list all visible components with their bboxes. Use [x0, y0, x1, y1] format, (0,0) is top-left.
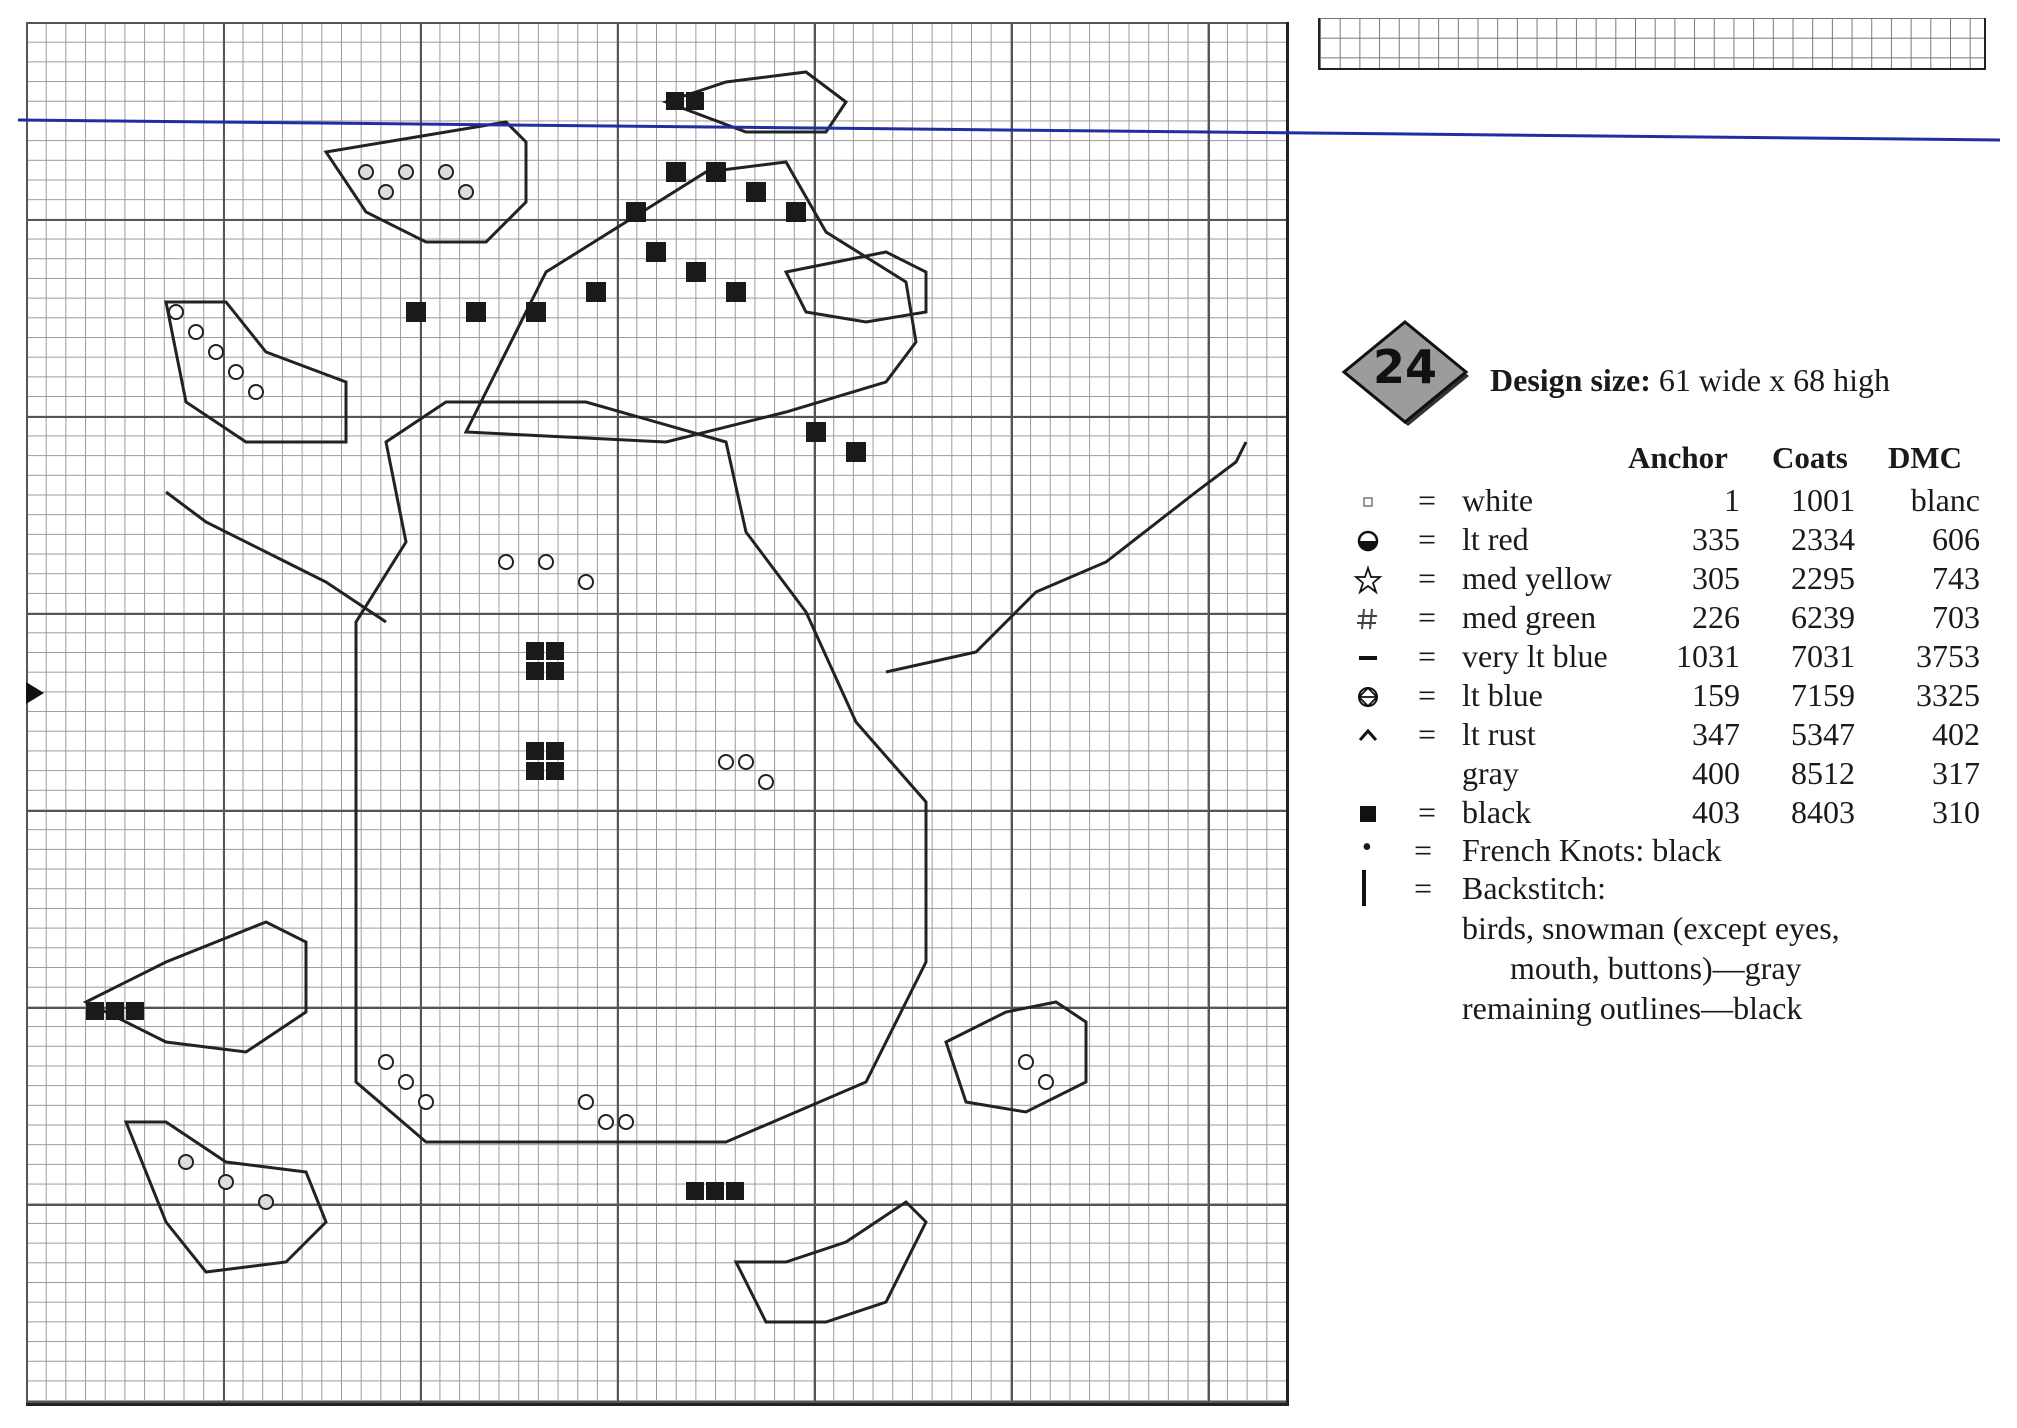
coats-number: 1001: [1791, 482, 1855, 518]
anchor-number: 335: [1692, 521, 1740, 557]
coats-number: 6239: [1791, 599, 1855, 635]
dmc-number: 3325: [1916, 677, 1980, 713]
no-symbol: [1350, 755, 1386, 793]
design-size: [1490, 362, 1890, 399]
anchor-number: 1: [1724, 482, 1740, 518]
dmc-number: 317: [1932, 755, 1980, 791]
backstitch-eq: =: [1414, 870, 1433, 906]
bird-hat-outline: [786, 252, 926, 322]
color-name: black: [1462, 794, 1532, 830]
dmc-number: 310: [1932, 794, 1980, 830]
backstitch-symbol: [1362, 870, 1366, 906]
anchor-number: 347: [1692, 716, 1740, 752]
bird-right-outline: [946, 1002, 1086, 1112]
coats-number: 8512: [1791, 755, 1855, 791]
key-equals: =: [1417, 482, 1437, 518]
cross-stitch-chart-grid: [26, 22, 1289, 1406]
dmc-number: 3753: [1916, 638, 1980, 674]
coats-number: 7031: [1791, 638, 1855, 674]
coats-number: 5347: [1791, 716, 1855, 752]
anchor-number: 403: [1692, 794, 1740, 830]
guide-line: [0, 0, 2017, 160]
half-filled-circle-icon: [1350, 521, 1386, 559]
key-row: [1350, 482, 1990, 520]
backstitch-line-3: remaining outlines—black: [1462, 990, 1803, 1026]
center-marker-arrow: [26, 682, 44, 704]
snowman-outline: [356, 402, 926, 1142]
key-header-anchor: Anchor: [1628, 440, 1728, 475]
color-name: lt blue: [1462, 677, 1543, 713]
key-equals: =: [1417, 560, 1437, 596]
dmc-number: 402: [1932, 716, 1980, 752]
filled-square-icon: [1350, 794, 1386, 832]
dmc-number: 743: [1932, 560, 1980, 596]
star-icon: [1350, 560, 1386, 598]
left-arm-outline: [166, 492, 386, 622]
key-equals: =: [1417, 521, 1437, 557]
bird-left-outline: [166, 302, 346, 442]
dmc-number: 703: [1932, 599, 1980, 635]
anchor-number: 1031: [1676, 638, 1740, 674]
diamond-circle-icon: [1350, 677, 1386, 715]
coats-number: 8403: [1791, 794, 1855, 830]
design-size-label: Design size:: [1490, 362, 1651, 398]
color-name: gray: [1462, 755, 1519, 791]
key-header-coats: Coats: [1772, 440, 1848, 475]
key-equals: =: [1417, 638, 1437, 674]
backstitch-label: Backstitch:: [1462, 870, 1606, 906]
coats-number: 2334: [1791, 521, 1855, 557]
snowman-motif: [26, 22, 1286, 1403]
coats-number: 2295: [1791, 560, 1855, 596]
anchor-number: 305: [1692, 560, 1740, 596]
key-equals: =: [1417, 599, 1437, 635]
color-name: lt rust: [1462, 716, 1536, 752]
anchor-number: 159: [1692, 677, 1740, 713]
color-name: very lt blue: [1462, 638, 1608, 674]
color-name: white: [1462, 482, 1534, 518]
key-header-dmc: DMC: [1888, 440, 1963, 475]
coats-number: 7159: [1791, 677, 1855, 713]
color-name: med yellow: [1462, 560, 1613, 596]
anchor-number: 226: [1692, 599, 1740, 635]
color-name: med green: [1462, 599, 1597, 635]
chart-number: 24: [1372, 340, 1437, 394]
bird-bottom-outline: [736, 1202, 926, 1322]
french-knots-text: French Knots: black: [1462, 832, 1722, 868]
dmc-number: blanc: [1910, 482, 1980, 518]
key-row: [1350, 638, 1990, 676]
bird-lowerleft-outline: [86, 922, 306, 1052]
dmc-number: 606: [1932, 521, 1980, 557]
french-knots-eq: =: [1414, 832, 1433, 868]
bird-bottomleft-outline: [126, 1122, 326, 1272]
key-row: [1350, 755, 1990, 793]
anchor-number: 400: [1692, 755, 1740, 791]
key-equals: =: [1417, 794, 1437, 830]
french-knots-symbol: •: [1362, 832, 1372, 863]
backstitch-line-1: birds, snowman (except eyes,: [1462, 910, 1840, 946]
key-row: [1350, 521, 1990, 559]
key-equals: =: [1417, 716, 1437, 752]
color-name: lt red: [1462, 521, 1529, 557]
caret-icon: [1350, 716, 1386, 754]
key-row: [1350, 599, 1990, 637]
key-row: [1350, 716, 1990, 754]
key-equals: =: [1417, 677, 1437, 713]
hash-icon: [1350, 599, 1386, 637]
right-arm-outline: [886, 442, 1246, 672]
key-row: [1350, 677, 1990, 715]
white-square-icon: [1350, 482, 1386, 520]
key-row: [1350, 560, 1990, 598]
backstitch-line-2: mouth, buttons)—gray: [1510, 950, 1802, 986]
dash-icon: [1350, 638, 1386, 676]
key-row: [1350, 794, 1990, 832]
design-size-value: 61 wide x 68 high: [1658, 362, 1890, 398]
